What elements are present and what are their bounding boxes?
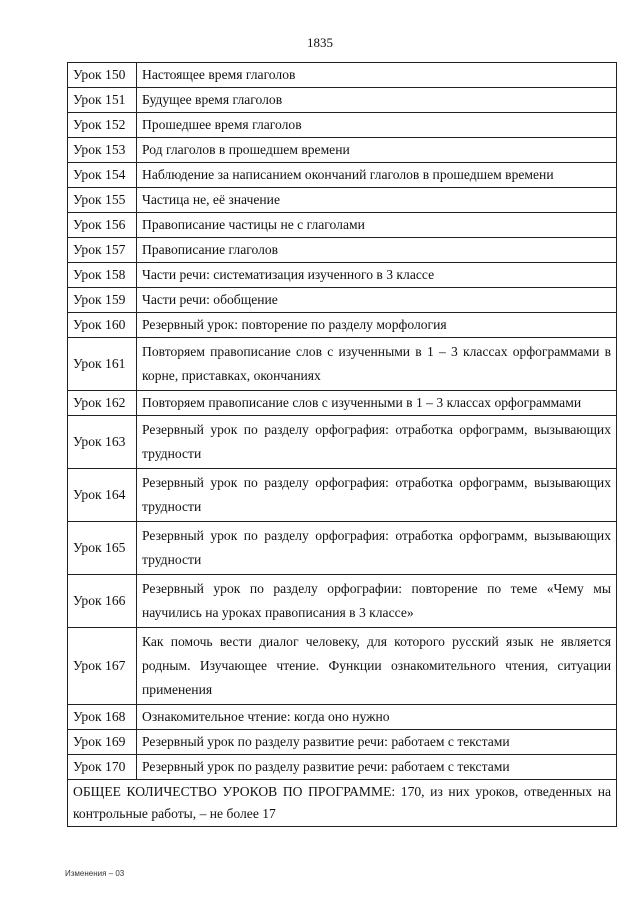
lessons-table [67,62,617,827]
table-row [68,391,617,416]
lesson-number: Урок 151 [68,88,137,113]
total-row [68,780,617,827]
lesson-number: Урок 165 [68,522,137,575]
lesson-topic: Резервный урок: повторение по разделу морфология [137,313,617,338]
lesson-topic: Резервный урок по разделу орфография: отработка орфограмм, вызывающих трудности [137,469,617,522]
lesson-number: Урок 170 [68,755,137,780]
table-row [68,338,617,391]
lesson-topic: Будущее время глаголов [137,88,617,113]
lesson-number: Урок 164 [68,469,137,522]
lesson-number: Урок 154 [68,163,137,188]
lesson-topic: Как помочь вести диалог человеку, для которого русский язык не является родным. Изучающее чтение. Функции ознакомительного чтения, ситуации применения [137,628,617,705]
lesson-number: Урок 160 [68,313,137,338]
table-row [68,469,617,522]
lesson-topic: Резервный урок по разделу развитие речи: работаем с текстами [137,755,617,780]
lesson-topic: Резервный урок по разделу орфография: отработка орфограмм, вызывающих трудности [137,522,617,575]
table-row [68,263,617,288]
lesson-topic: Резервный урок по разделу развитие речи: работаем с текстами [137,730,617,755]
table-row [68,163,617,188]
table-row [68,238,617,263]
table-row [68,575,617,628]
lesson-number: Урок 155 [68,188,137,213]
lesson-number: Урок 157 [68,238,137,263]
lesson-topic: Род глаголов в прошедшем времени [137,138,617,163]
lesson-number: Урок 166 [68,575,137,628]
footer-note: Изменения – 03 [65,869,125,878]
table-row [68,755,617,780]
table-row [68,213,617,238]
lesson-number: Урок 158 [68,263,137,288]
lesson-number: Урок 161 [68,338,137,391]
table-row [68,88,617,113]
lesson-topic: Наблюдение за написанием окончаний глаголов в прошедшем времени [137,163,617,188]
total-cell: ОБЩЕЕ КОЛИЧЕСТВО УРОКОВ ПО ПРОГРАММЕ: 170, из них уроков, отведенных на контрольные работы, – не более 17 [68,780,617,827]
table-row [68,138,617,163]
lesson-number: Урок 152 [68,113,137,138]
table-row [68,705,617,730]
lessons-table-body [68,63,617,780]
page-number: 1835 [307,35,333,50]
table-row [68,313,617,338]
table-row [68,288,617,313]
lesson-number: Урок 159 [68,288,137,313]
table-row [68,628,617,705]
lesson-topic: Прошедшее время глаголов [137,113,617,138]
table-row [68,113,617,138]
table-row [68,63,617,88]
lesson-topic: Правописание глаголов [137,238,617,263]
lesson-number: Урок 162 [68,391,137,416]
lesson-number: Урок 150 [68,63,137,88]
lesson-number: Урок 153 [68,138,137,163]
lesson-number: Урок 163 [68,416,137,469]
lesson-topic: Части речи: обобщение [137,288,617,313]
lesson-topic: Повторяем правописание слов с изученными в 1 – 3 классах орфограммами в корне, приставках, окончаниях [137,338,617,391]
lesson-number: Урок 156 [68,213,137,238]
lesson-number: Урок 167 [68,628,137,705]
table-row [68,730,617,755]
table-row [68,522,617,575]
lesson-topic: Резервный урок по разделу орфографии: повторение по теме «Чему мы научились на уроках правописания в 3 классе» [137,575,617,628]
table-row [68,416,617,469]
lesson-topic: Части речи: систематизация изученного в 3 классе [137,263,617,288]
lesson-number: Урок 169 [68,730,137,755]
lesson-topic: Ознакомительное чтение: когда оно нужно [137,705,617,730]
lesson-topic: Настоящее время глаголов [137,63,617,88]
lesson-topic: Повторяем правописание слов с изученными в 1 – 3 классах орфограммами [137,391,617,416]
lesson-topic: Частица не, её значение [137,188,617,213]
lesson-number: Урок 168 [68,705,137,730]
lesson-topic: Правописание частицы не с глаголами [137,213,617,238]
table-row [68,188,617,213]
lesson-topic: Резервный урок по разделу орфография: отработка орфограмм, вызывающих трудности [137,416,617,469]
